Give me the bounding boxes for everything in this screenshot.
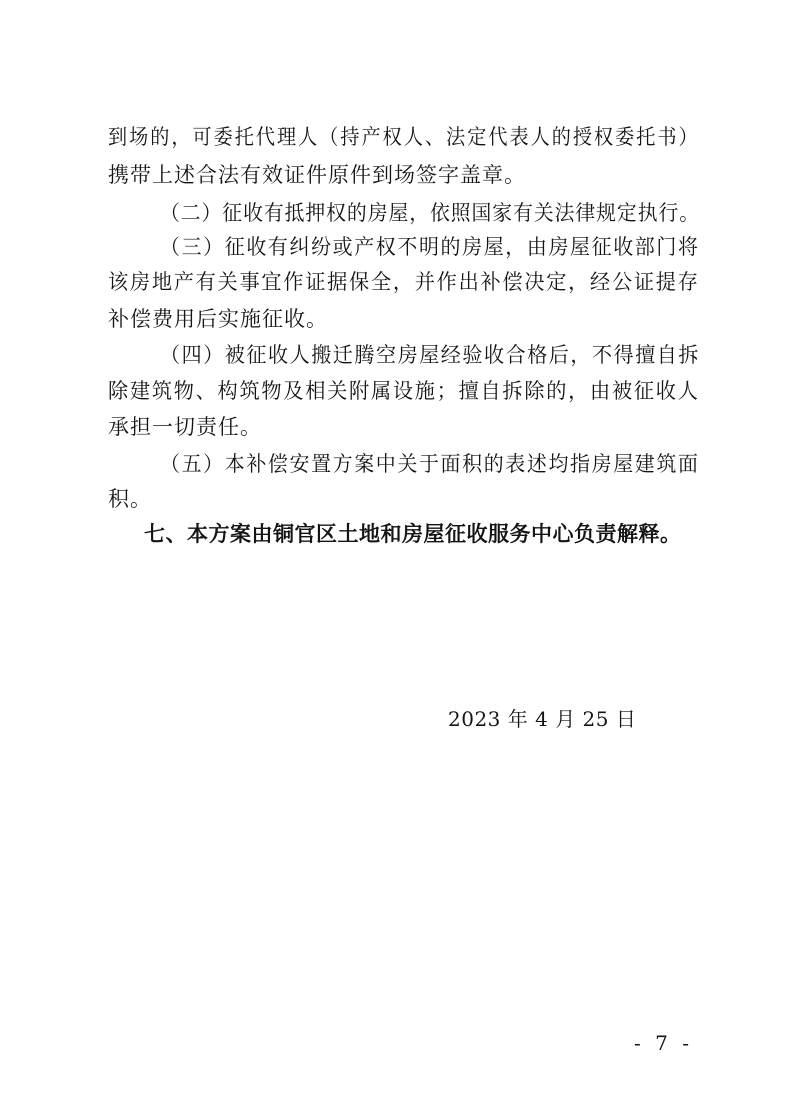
clause-five: （五）本补偿安置方案中关于面积的表述均指房屋建筑面 <box>160 452 700 476</box>
clause-three: （三）征收有纠纷或产权不明的房屋，由房屋征收部门将 <box>160 235 700 259</box>
clause-two: （二）征收有抵押权的房屋，依照国家有关法律规定执行。 <box>160 201 700 225</box>
body-line: 除建筑物、构筑物及相关附属设施；擅自拆除的，由被征收人 <box>108 379 700 403</box>
body-line: 补偿费用后实施征收。 <box>108 307 328 331</box>
body-line: 到场的，可委托代理人（持产权人、法定代表人的授权委托书） <box>108 125 700 149</box>
clause-four: （四）被征收人搬迁腾空房屋经验收合格后，不得擅自拆 <box>160 343 700 367</box>
page-number: - 7 - <box>634 1031 693 1055</box>
body-line: 携带上述合法有效证件原件到场签字盖章。 <box>108 163 526 187</box>
document-date: 2023 年 4 月 25 日 <box>448 707 637 731</box>
section-heading: 七、本方案由铜官区土地和房屋征收服务中心负责解释。 <box>144 522 682 546</box>
body-line: 承担一切责任。 <box>108 415 262 439</box>
body-line: 该房地产有关事宜作证据保全，并作出补偿决定，经公证提存 <box>108 270 700 294</box>
body-line: 积。 <box>108 487 152 511</box>
